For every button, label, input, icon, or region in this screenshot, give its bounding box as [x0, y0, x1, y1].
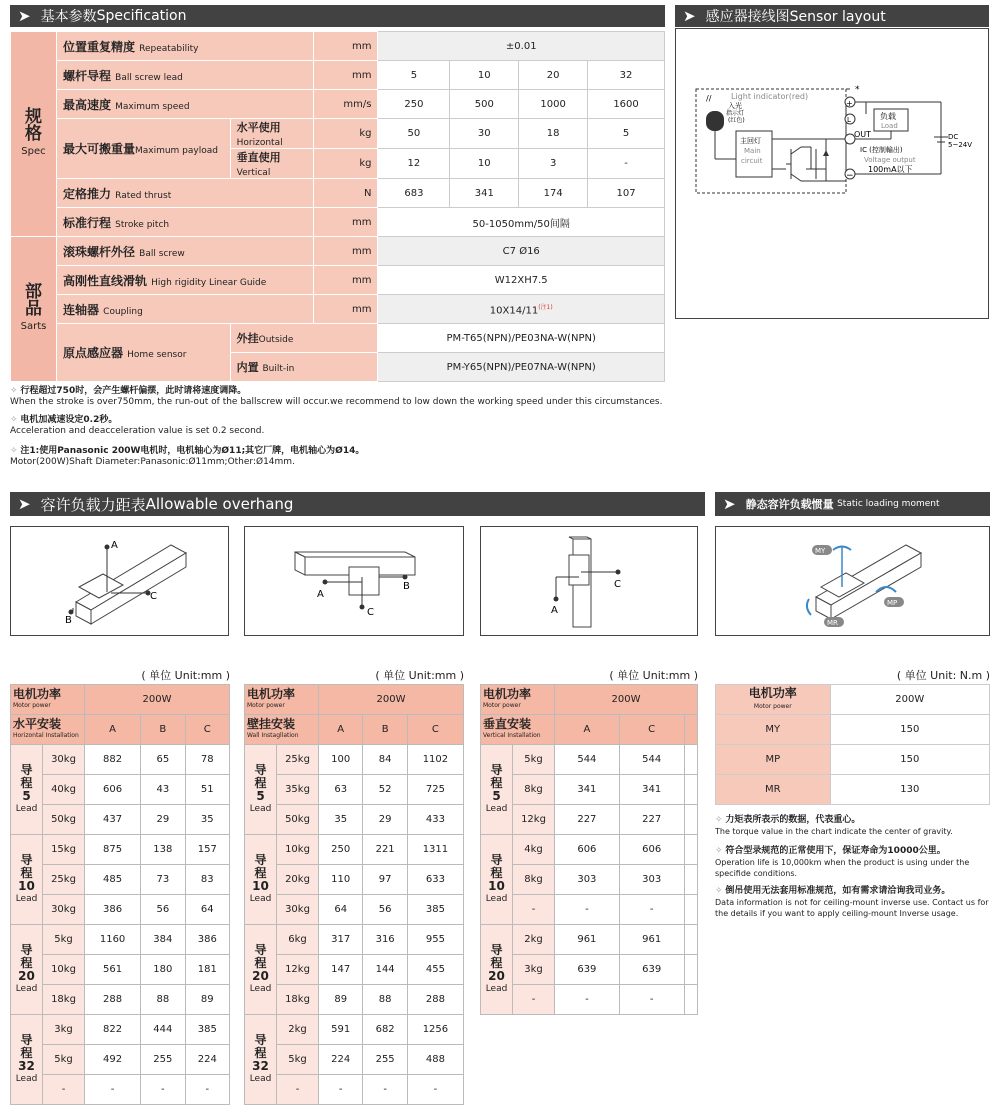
svg-text:(红色): (红色)	[728, 117, 745, 124]
horizontal-diagram	[10, 526, 229, 636]
value-cell: 386	[185, 925, 229, 955]
table-row	[245, 1045, 464, 1075]
arrow-right-icon: ➤	[723, 495, 736, 513]
value-cell: 181	[185, 955, 229, 985]
load-cell: 25kg	[277, 745, 319, 775]
value-cell: 78	[185, 745, 229, 775]
table-row	[11, 895, 230, 925]
load-cell: 35kg	[277, 775, 319, 805]
row-lead: 螺杆导程 Ball screw lead	[56, 61, 313, 90]
load-cell: 8kg	[513, 865, 555, 895]
value-cell: 35	[185, 805, 229, 835]
svg-text:100mA以下: 100mA以下	[868, 165, 913, 174]
arrow-right-icon: ➤	[683, 7, 696, 25]
table-row	[11, 1045, 230, 1075]
lead-group: 导 程 32 Lead	[245, 1015, 277, 1105]
value-cell: 492	[85, 1045, 141, 1075]
table-row	[481, 775, 698, 805]
value-cell: -	[185, 1075, 229, 1105]
value-cell: 606	[619, 835, 684, 865]
table-row	[245, 865, 464, 895]
load-cell: 18kg	[277, 985, 319, 1015]
load-cell: 3kg	[513, 955, 555, 985]
load-cell: -	[513, 895, 555, 925]
svg-text:MY: MY	[815, 547, 826, 555]
svg-text:主回灯: 主回灯	[740, 137, 761, 145]
value-cell: 224	[319, 1045, 363, 1075]
value-cell: 1160	[85, 925, 141, 955]
value-cell: 444	[141, 1015, 185, 1045]
value-cell: 437	[85, 805, 141, 835]
load-cell: 5kg	[277, 1045, 319, 1075]
load-cell: 5kg	[513, 745, 555, 775]
load-cell: 4kg	[513, 835, 555, 865]
row-payload: 最大可搬重量Maximum payload	[56, 119, 230, 179]
load-cell: 2kg	[277, 1015, 319, 1045]
value-cell: 961	[555, 925, 620, 955]
overhang-table: 电机功率 Motor power 200W 壁挂安装 Wall Instagllation A B C 导 程 5 Lead 25kg 100 84 1102 35kg 63 52 725 50kg 35 29 433 导 程 10 Lead 10kg 250 221 1311 20kg 110 97 633 30kg 64 56 385 导 程 20 Lead 6kg 317 316 955 12kg 147 144 455 18kg 89 88 288 导 程 32 Lead 2kg 591 682 1256 5kg 224 255 488 - - - -	[244, 684, 464, 1105]
value-cell: 961	[619, 925, 684, 955]
svg-text:MR: MR	[827, 619, 838, 627]
arrow-right-icon: ➤	[18, 7, 31, 25]
svg-text:DC: DC	[948, 133, 959, 141]
load-cell: 12kg	[277, 955, 319, 985]
table-row	[11, 745, 230, 775]
value-cell: -	[555, 895, 620, 925]
column-header: A	[85, 715, 141, 745]
bullet-icon: ✧	[715, 886, 723, 896]
table-row	[481, 985, 698, 1015]
value-cell: 110	[319, 865, 363, 895]
svg-text:L: L	[847, 116, 851, 124]
value-cell: 633	[407, 865, 463, 895]
value-cell: -	[555, 985, 620, 1015]
row-speed: 最高速度 Maximum speed	[56, 90, 313, 119]
value-cell: 138	[141, 835, 185, 865]
value-cell: 488	[407, 1045, 463, 1075]
table-row	[481, 895, 698, 925]
value-cell: 73	[141, 865, 185, 895]
value-cell: 303	[619, 865, 684, 895]
lead-group: 导 程 20 Lead	[11, 925, 43, 1015]
value-cell: 485	[85, 865, 141, 895]
value-cell: 561	[85, 955, 141, 985]
value-cell: 89	[185, 985, 229, 1015]
value-cell: 875	[85, 835, 141, 865]
table-row	[245, 895, 464, 925]
load-cell: 2kg	[513, 925, 555, 955]
value-cell: 180	[141, 955, 185, 985]
led-icon	[706, 111, 724, 131]
svg-text:A: A	[551, 605, 558, 616]
value-cell: 1102	[407, 745, 463, 775]
column-header: C	[619, 715, 684, 745]
value-cell: 221	[363, 835, 407, 865]
overhang-table: 电机功率 Motor power 200W 垂直安装 Vertical Installation A C 导 程 5 Lead 5kg 544 544 8kg 341 341 12kg 227 227 导 程 10 Lead 4kg 606 606 8kg 303 303 - - - 导 程 20 Lead 2kg 961 961 3kg 639 639 - - -	[480, 684, 698, 1015]
value-cell: 227	[619, 805, 684, 835]
svg-text:C: C	[150, 591, 157, 602]
value-cell: 83	[185, 865, 229, 895]
row-repeatability: 位置重复精度 Repeatability	[56, 32, 313, 61]
spec-group: 规 格 Spec	[11, 32, 57, 237]
table-row	[481, 745, 698, 775]
load-cell: -	[277, 1075, 319, 1105]
value-cell: 97	[363, 865, 407, 895]
bullet-icon: ✧	[715, 815, 723, 825]
load-cell: -	[43, 1075, 85, 1105]
value-cell: 255	[141, 1045, 185, 1075]
wiring-svg	[676, 29, 988, 229]
value-cell: 88	[141, 985, 185, 1015]
table-row	[245, 925, 464, 955]
row-coupling: 连轴器 Coupling	[56, 295, 313, 324]
table-row	[11, 985, 230, 1015]
table-row	[245, 835, 464, 865]
load-cell: 20kg	[277, 865, 319, 895]
table-row	[11, 865, 230, 895]
table-row	[245, 1015, 464, 1045]
table-row	[11, 1075, 230, 1105]
value-cell: 433	[407, 805, 463, 835]
unit-label-wall: ( 单位 Unit:mm )	[375, 669, 464, 682]
column-header: C	[407, 715, 463, 745]
moment-diagram	[715, 526, 990, 636]
svg-text:C: C	[614, 579, 621, 590]
repeatability-value: ±0.01	[378, 32, 665, 61]
table-row	[481, 925, 698, 955]
unit-label-moment: ( 单位 Unit: N.m )	[896, 669, 990, 682]
value-cell: 606	[555, 835, 620, 865]
value-cell: 386	[85, 895, 141, 925]
value-cell: -	[363, 1075, 407, 1105]
table-row	[245, 745, 464, 775]
wall-overhang-table	[244, 684, 464, 1105]
value-cell: 29	[141, 805, 185, 835]
lead-group: 导 程 5 Lead	[481, 745, 513, 835]
value-cell: 385	[407, 895, 463, 925]
row-thrust: 定格推力 Rated thrust	[56, 179, 313, 208]
load-cell: 18kg	[43, 985, 85, 1015]
overhang-header: ➤ 容许负载力距表 Allowable overhang	[10, 492, 705, 516]
column-header: A	[319, 715, 363, 745]
bullet-icon: ✧	[10, 415, 18, 425]
column-header: B	[363, 715, 407, 745]
lead-group: 导 程 20 Lead	[481, 925, 513, 1015]
svg-text:IC (控制輸出): IC (控制輸出)	[860, 146, 903, 154]
value-cell: -	[319, 1075, 363, 1105]
value-cell: 288	[407, 985, 463, 1015]
value-cell: 100	[319, 745, 363, 775]
value-cell: 52	[363, 775, 407, 805]
lead-group: 导 程 10 Lead	[11, 835, 43, 925]
value-cell: 1256	[407, 1015, 463, 1045]
value-cell: 639	[555, 955, 620, 985]
value-cell: 682	[363, 1015, 407, 1045]
svg-text:Load: Load	[881, 122, 898, 130]
table-row	[11, 805, 230, 835]
row-guide: 高刚性直线滑轨 High rigidity Linear Guide	[56, 266, 313, 295]
lead-group: 导 程 20 Lead	[245, 925, 277, 1015]
value-cell: 385	[185, 1015, 229, 1045]
bullet-icon: ✧	[715, 846, 723, 856]
value-cell: 288	[85, 985, 141, 1015]
note-1: ✧ 行程超过750时，会产生螺杆偏摆，此时请将速度调降。 When the stroke is over750mm, the run-out of the ballscrew will occur.we recommend to low down the working speed under this circumstances.	[10, 386, 663, 407]
table-row	[245, 1075, 464, 1105]
arrow-right-icon: ➤	[18, 495, 31, 513]
value-cell: 84	[363, 745, 407, 775]
value-cell: 224	[185, 1045, 229, 1075]
svg-text:circuit: circuit	[741, 157, 763, 165]
load-cell: -	[513, 985, 555, 1015]
svg-text:Light indicator(red): Light indicator(red)	[731, 92, 809, 101]
svg-text:A: A	[111, 540, 118, 551]
value-cell: 250	[319, 835, 363, 865]
svg-text:B: B	[65, 615, 72, 626]
load-cell: 40kg	[43, 775, 85, 805]
row-stroke: 标准行程 Stroke pitch	[56, 208, 313, 237]
value-cell: 63	[319, 775, 363, 805]
value-cell: 147	[319, 955, 363, 985]
svg-text:OUT: OUT	[854, 130, 872, 139]
table-row	[481, 835, 698, 865]
table-row	[11, 925, 230, 955]
value-cell: 56	[141, 895, 185, 925]
value-cell: 822	[85, 1015, 141, 1045]
value-cell: 341	[619, 775, 684, 805]
moment-note-3: ✧ 倒吊使用无法套用标准规范，如有需求请洽询我司业务。 Data information is not for ceiling-mount inverse use. Contact us for the details if you want to apply ceiling-mount Inverse usage.	[715, 886, 989, 918]
sensor-layout-header: ➤ 感应器接线图Sensor layout	[675, 5, 989, 27]
svg-text:5~24V: 5~24V	[948, 141, 973, 149]
spec-header	[10, 5, 665, 27]
column-header: B	[141, 715, 185, 745]
column-header: A	[555, 715, 620, 745]
value-cell: 89	[319, 985, 363, 1015]
unit-label-vertical: ( 单位 Unit:mm )	[609, 669, 698, 682]
value-cell: 606	[85, 775, 141, 805]
value-cell: -	[141, 1075, 185, 1105]
value-cell: 341	[555, 775, 620, 805]
value-cell: 455	[407, 955, 463, 985]
value-cell: 882	[85, 745, 141, 775]
value-cell: 639	[619, 955, 684, 985]
svg-text:+: +	[846, 99, 853, 108]
svg-text:B: B	[403, 581, 410, 592]
overhang-table: 电机功率 Motor power 200W 水平安装 Horizontal Installation A B C 导 程 5 Lead 30kg 882 65 78 40kg 606 43 51 50kg 437 29 35 导 程 10 Lead 15kg 875 138 157 25kg 485 73 83 30kg 386 56 64 导 程 20 Lead 5kg 1160 384 386 10kg 561 180 181 18kg 288 88 89 导 程 32 Lead 3kg 822 444 385 5kg 492 255 224 - - - -	[10, 684, 230, 1105]
load-cell: 15kg	[43, 835, 85, 865]
value-cell: -	[619, 895, 684, 925]
load-cell: 50kg	[43, 805, 85, 835]
value-cell: 544	[555, 745, 620, 775]
wall-diagram	[244, 526, 464, 636]
table-row	[481, 805, 698, 835]
table-row	[245, 955, 464, 985]
unit-label-horizontal: ( 单位 Unit:mm )	[141, 669, 230, 682]
value-cell: 157	[185, 835, 229, 865]
column-header: C	[185, 715, 229, 745]
value-cell: 43	[141, 775, 185, 805]
value-cell: 88	[363, 985, 407, 1015]
value-cell: -	[619, 985, 684, 1015]
value-cell: 955	[407, 925, 463, 955]
sensor-layout-diagram	[675, 28, 989, 319]
load-cell: 6kg	[277, 925, 319, 955]
note-3: ✧ 注1:使用Panasonic 200W电机时，电机轴心为Ø11;其它厂牌，电机轴心为Ø14。 Motor(200W)Shaft Diameter:Panasonic:Ø11mm;Other:Ø14mm.	[10, 446, 365, 467]
moment-table: 电机功率 Motor power 200W MY 150 MP 150 MR 130	[715, 684, 990, 805]
load-cell: 10kg	[43, 955, 85, 985]
value-cell: 64	[185, 895, 229, 925]
load-cell: 5kg	[43, 925, 85, 955]
horizontal-overhang-table	[10, 684, 230, 1105]
load-cell: 5kg	[43, 1045, 85, 1075]
load-cell: 10kg	[277, 835, 319, 865]
value-cell: 725	[407, 775, 463, 805]
load-cell: 3kg	[43, 1015, 85, 1045]
value-cell: 317	[319, 925, 363, 955]
value-cell: 255	[363, 1045, 407, 1075]
table-row	[11, 955, 230, 985]
lead-group: 导 程 5 Lead	[245, 745, 277, 835]
svg-text:负载: 负载	[880, 112, 896, 121]
value-cell: 144	[363, 955, 407, 985]
value-cell: 303	[555, 865, 620, 895]
svg-text:Voltage output: Voltage output	[864, 156, 916, 164]
value-cell: 29	[363, 805, 407, 835]
svg-text:入光: 入光	[728, 102, 742, 110]
load-cell: 30kg	[43, 745, 85, 775]
svg-text:−: −	[846, 171, 854, 181]
load-cell: 30kg	[43, 895, 85, 925]
svg-text:指示灯: 指示灯	[726, 110, 745, 117]
bullet-icon: ✧	[10, 386, 18, 396]
value-cell: 51	[185, 775, 229, 805]
table-row	[245, 805, 464, 835]
table-row	[245, 775, 464, 805]
lead-group: 导 程 5 Lead	[11, 745, 43, 835]
svg-text:C: C	[367, 607, 374, 618]
svg-text:A: A	[317, 589, 324, 600]
lead-group: 导 程 10 Lead	[245, 835, 277, 925]
load-cell: 8kg	[513, 775, 555, 805]
vertical-overhang-table	[480, 684, 698, 1015]
svg-text:Main: Main	[744, 147, 761, 155]
parts-group: 部 品 Sarts	[11, 237, 57, 382]
load-cell: 50kg	[277, 805, 319, 835]
value-cell: 591	[319, 1015, 363, 1045]
vertical-diagram	[480, 526, 698, 636]
value-cell: 384	[141, 925, 185, 955]
value-cell: 64	[319, 895, 363, 925]
static-moment-header: ➤ 静态容许负载惯量 Static loading moment	[715, 492, 990, 516]
svg-text:MP: MP	[887, 599, 898, 607]
lead-group: 导 程 32 Lead	[11, 1015, 43, 1105]
value-cell: 65	[141, 745, 185, 775]
moment-note-2: ✧ 符合型录规范的正常使用下，保证寿命为10000公里。 Operation life is 10,000km when the product is using under the specifide conditions.	[715, 846, 970, 878]
value-cell: -	[407, 1075, 463, 1105]
table-row	[481, 865, 698, 895]
value-cell: 1311	[407, 835, 463, 865]
row-sensor: 原点感应器 Home sensor	[56, 324, 230, 382]
table-row	[11, 1015, 230, 1045]
value-cell: -	[85, 1075, 141, 1105]
value-cell: 544	[619, 745, 684, 775]
lead-group: 导 程 10 Lead	[481, 835, 513, 925]
load-cell: 12kg	[513, 805, 555, 835]
spec-title-en: Specification	[96, 8, 187, 24]
value-cell: 35	[319, 805, 363, 835]
table-row	[245, 985, 464, 1015]
load-cell: 25kg	[43, 865, 85, 895]
table-row	[11, 835, 230, 865]
value-cell: 227	[555, 805, 620, 835]
moment-note-1: ✧ 力矩表所表示的数据，代表重心。 The torque value in the chart indicate the center of gravity.	[715, 815, 953, 836]
table-row	[481, 955, 698, 985]
load-cell: 30kg	[277, 895, 319, 925]
note-2: ✧ 电机加减速设定0.2秒。 Acceleration and deacceleration value is set 0.2 second.	[10, 415, 265, 436]
spec-title-cn: 基本参数	[40, 9, 97, 25]
svg-text:*: *	[855, 85, 860, 95]
value-cell: 56	[363, 895, 407, 925]
spec-table: 规 格 Spec 位置重复精度 Repeatability mm ±0.01 螺杆导程 Ball screw lead mm 5 10 20 32 最高速度 Maximum speed mm/s 250 500 1000 1600 最大可搬重量Maximum payload 水平使用 Horizontal kg 50 30 18 5 垂直使用 Vertical kg 12 10 3 - 定格推力 Rated thrust N 683 341 174 107 标准行程 Stroke pitch mm 50-1050mm/50间隔 部 品 Sarts 滚珠螺杆外径 Ball screw mm C7 Ø16 高刚性直线滑轨 High rigidity Linear Guide mm W12XH7.5 连轴器 Coupling mm $10X14/11^{(注1)}$ 原点感应器 Home sensor 外挂Outside PM-T65(NPN)/PE03NA-W(NPN) 内置 Built-in PM-Y65(NPN)/PE07NA-W(NPN)	[10, 31, 665, 382]
row-ballscrew: 滚珠螺杆外径 Ball screw	[56, 237, 313, 266]
bullet-icon: ✧	[10, 446, 18, 456]
svg-text://: //	[706, 94, 712, 103]
table-row	[11, 775, 230, 805]
value-cell: 316	[363, 925, 407, 955]
